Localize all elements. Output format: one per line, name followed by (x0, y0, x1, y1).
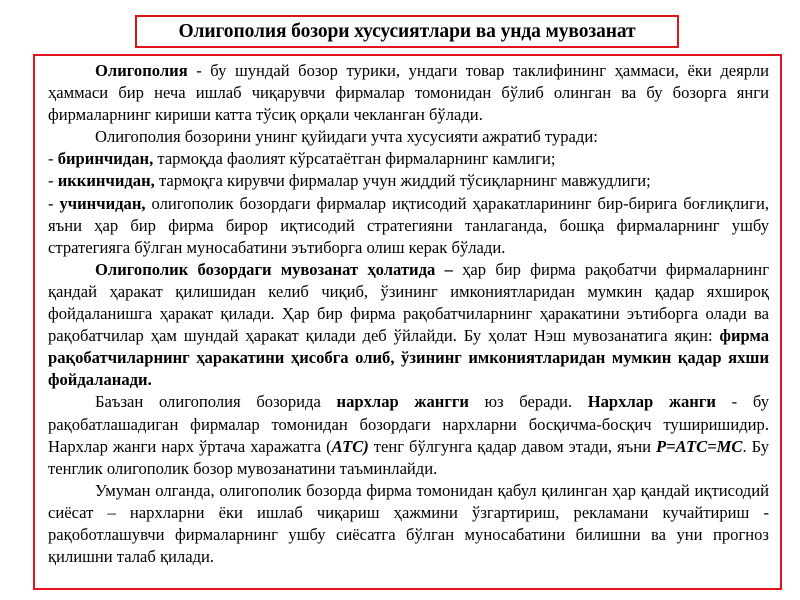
list-dash: - (48, 193, 60, 213)
list-text-second: тармоқга кирувчи фирмалар учун жиддий тўсиқларнинг мавжудлиги; (154, 171, 651, 191)
term-equilibrium: Олигополик бозордаги мувозанат ҳолатида – (95, 259, 453, 279)
price-war-text-1: Баъзан олигополия бозорида (95, 392, 337, 412)
slide-title: Олигополия бозори хусусиятлари ва унда мувозанат (178, 20, 636, 42)
list-item-third (48, 193, 769, 259)
paragraph-definition (48, 60, 769, 126)
paragraph-equilibrium (48, 259, 769, 392)
price-war-text-5: . Бу тенглик олигополик бозор мувозанатини таъминлайди. (48, 436, 770, 478)
term-price-war-2: Нархлар жанги (587, 392, 716, 412)
features-intro-text: Олигополия бозорини унинг қуйидаги учта хусусияти ажратиб туради: (95, 127, 598, 147)
equilibrium-text: ҳар бир фирма рақобатчи фирмаларнинг қандай ҳаракат қилишидан келиб чиқиб, ўзининг имкониятларидан мумкин қадар яхшироқ фойдаланишга ҳаракат қилади. Ҳар бир фирма рақобатчиларнинг ҳаракатини эътиборга олади ва рақобатчилар ҳам шундай ҳаракат қилади деб ўйлайди. Бу ҳолат Нэш мувозанатига яқин: (48, 259, 769, 346)
list-item-second (48, 170, 769, 192)
paragraph-price-war (48, 391, 769, 479)
equilibrium-emphasis: фирма рақобатчиларнинг ҳаракатини ҳисобга олиб, ўзининг имкониятларидан мумкин қадар яхши фойдаланади. (48, 326, 769, 390)
list-term-first: биринчидан, (57, 149, 154, 169)
slide-title-box (135, 15, 679, 48)
formula-atc: АТС) (331, 436, 369, 456)
term-oligopoly: Олигополия (95, 61, 188, 80)
list-term-third: учинчидан, (59, 193, 146, 213)
formula-p-atc-mc: P=АТС=МС (655, 436, 743, 456)
list-term-second: иккинчидан, (57, 171, 155, 191)
paragraph-conclusion (48, 480, 769, 568)
term-price-war-1: нархлар жангги (336, 392, 469, 412)
list-item-first (48, 148, 769, 170)
price-war-text-2: юз беради. (468, 392, 588, 412)
list-dash: - (48, 171, 58, 191)
price-war-text-4: тенг бўлгунга қадар давом этади, яъни (368, 436, 656, 456)
list-text-first: тармоқда фаолият кўрсатаётган фирмаларнинг камлиги; (153, 149, 556, 169)
content-frame (33, 54, 782, 590)
paragraph-features-intro (48, 126, 769, 148)
price-war-text-3: - бу рақобатлашадиган фирмалар томонидан бозордаги нархларни босқичма-босқич туширишидир. Нархлар жанги нарх ўртача харажатга ( (48, 392, 769, 456)
definition-text: - бу шундай бозор турики, ундаги товар таклифининг ҳаммаси, ёки деярли ҳаммаси бир неча ишлаб чиқарувчи фирмалар томонидан бўлиб олинган ва бу бозорга янги фирмаларнинг кириши катта тўсиқ орқали чекланган бўлади. (48, 61, 769, 125)
list-text-third: олигополик бозордаги фирмалар иқтисодий ҳаракатларининг бир-бирига боғлиқлиги, яъни ҳар бир фирма бирор иқтисодий стратегияни танлаганда, бошқа фирмаларнинг ушбу стратегияга бўлган муносабатини эътиборга олиш керак бўлади. (48, 193, 769, 257)
conclusion-text: Умуман олганда, олигополик бозорда фирма томонидан қабул қилинган ҳар қандай иқтисодий сиёсат – нархларни ёки ишлаб чиқариш ҳажмини ўзгартириш, рекламани кучайтириш - рақоботлашувчи фирмаларнинг ушбу сиёсатга бўлган муносабатини билишни ва уни прогноз қилишни талаб қилади. (48, 480, 769, 567)
list-dash: - (48, 149, 58, 169)
